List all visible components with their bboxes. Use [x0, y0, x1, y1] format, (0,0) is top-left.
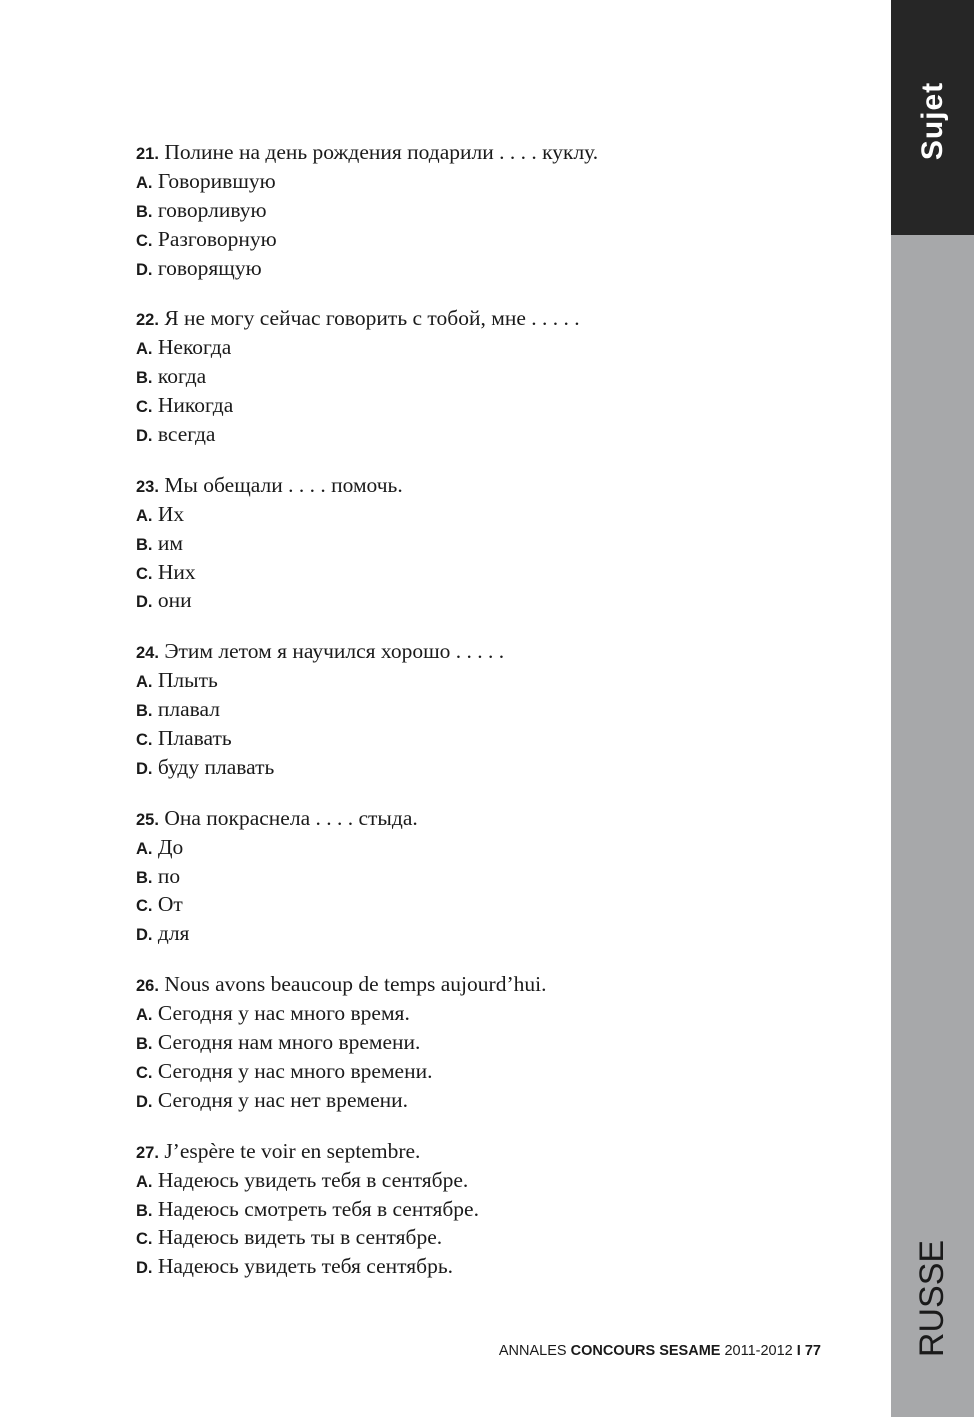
- footer-title: CONCOURS SESAME: [570, 1343, 721, 1359]
- answer-option: [136, 833, 866, 862]
- sidebar: [891, 0, 974, 1417]
- option-letter: C.: [136, 564, 153, 583]
- question-stem: [136, 637, 866, 666]
- option-text: Разговорную: [157, 226, 277, 251]
- option-text: Плыть: [157, 668, 218, 693]
- option-text: Их: [157, 501, 185, 526]
- sidebar-top-block: [891, 0, 974, 235]
- question: [136, 970, 866, 1114]
- question-text: Этим летом я научился хорошо . . . . .: [164, 639, 505, 664]
- option-text: Никогда: [157, 393, 234, 418]
- section-label-sujet: [903, 66, 963, 176]
- option-letter: B.: [136, 702, 153, 721]
- option-text: для: [157, 921, 190, 946]
- option-letter: A.: [136, 673, 153, 692]
- option-letter: C.: [136, 231, 153, 250]
- option-letter: C.: [136, 1063, 153, 1082]
- answer-option: [136, 558, 866, 587]
- question: [136, 138, 866, 282]
- option-text: Сегодня у нас нет времени.: [157, 1087, 409, 1112]
- answer-option: [136, 1028, 866, 1057]
- answer-option: [136, 167, 866, 196]
- answer-option: [136, 333, 866, 362]
- answer-option: [136, 1223, 866, 1252]
- option-text: Сегодня нам много времени.: [157, 1030, 421, 1055]
- option-text: Сегодня у нас много время.: [157, 1001, 410, 1026]
- question-text: Nous avons beaucoup de temps aujourd’hui.: [164, 972, 547, 997]
- option-text: Некогда: [157, 335, 232, 360]
- option-letter: B.: [136, 1035, 153, 1054]
- option-text: Плавать: [157, 726, 232, 751]
- option-letter: D.: [136, 926, 153, 945]
- question-stem: [136, 804, 866, 833]
- option-text: говорящую: [157, 255, 262, 280]
- option-text: по: [157, 863, 181, 888]
- option-letter: A.: [136, 839, 153, 858]
- question: [136, 471, 866, 615]
- question-text: Мы обещали . . . . помочь.: [164, 472, 403, 497]
- option-letter: D.: [136, 427, 153, 446]
- answer-option: [136, 391, 866, 420]
- option-text: им: [157, 530, 183, 555]
- answer-option: [136, 1086, 866, 1115]
- option-letter: D.: [136, 1092, 153, 1111]
- answer-option: [136, 420, 866, 449]
- option-letter: D.: [136, 759, 153, 778]
- answer-option: [136, 1252, 866, 1281]
- question-stem: [136, 1137, 866, 1166]
- footer-prefix: ANNALES: [498, 1343, 567, 1359]
- option-letter: C.: [136, 398, 153, 417]
- question-text: Я не могу сейчас говорить с тобой, мне . . . . .: [164, 306, 580, 331]
- answer-option: [136, 1166, 866, 1195]
- russe-text: RUSSE: [913, 1239, 952, 1357]
- option-letter: A.: [136, 506, 153, 525]
- question-number: 26.: [136, 977, 159, 996]
- answer-option: [136, 1057, 866, 1086]
- option-text: говорливую: [157, 197, 267, 222]
- option-text: Надеюсь увидеть тебя в сентябре.: [157, 1167, 469, 1192]
- question: [136, 304, 866, 448]
- option-letter: D.: [136, 593, 153, 612]
- option-letter: C.: [136, 1230, 153, 1249]
- question-list: [136, 138, 866, 1303]
- option-text: Надеюсь увидеть тебя сентябрь.: [157, 1254, 454, 1279]
- option-letter: B.: [136, 369, 153, 388]
- option-letter: A.: [136, 173, 153, 192]
- option-text: буду плавать: [157, 754, 275, 779]
- subject-label-russe: [903, 1236, 963, 1360]
- question-number: 27.: [136, 1143, 159, 1162]
- option-text: плавал: [157, 697, 220, 722]
- option-letter: A.: [136, 1006, 153, 1025]
- option-letter: A.: [136, 1172, 153, 1191]
- option-text: Надеюсь видеть ты в сентябре.: [157, 1225, 443, 1250]
- option-text: Них: [157, 559, 196, 584]
- option-text: От: [157, 892, 183, 917]
- answer-option: [136, 919, 866, 948]
- footer-separator: I: [796, 1343, 801, 1359]
- answer-option: [136, 753, 866, 782]
- question-number: 23.: [136, 477, 159, 496]
- footer-years: 2011-2012: [724, 1343, 793, 1359]
- page-number: 77: [804, 1343, 821, 1359]
- answer-option: [136, 362, 866, 391]
- answer-option: [136, 890, 866, 919]
- question-stem: [136, 138, 866, 167]
- question: [136, 804, 866, 948]
- answer-option: [136, 500, 866, 529]
- option-text: Сегодня у нас много времени.: [157, 1058, 433, 1083]
- sujet-text: Sujet: [916, 81, 950, 161]
- option-letter: D.: [136, 1259, 153, 1278]
- answer-option: [136, 254, 866, 283]
- answer-option: [136, 999, 866, 1028]
- option-letter: B.: [136, 535, 153, 554]
- question-number: 25.: [136, 810, 159, 829]
- answer-option: [136, 695, 866, 724]
- question-number: 22.: [136, 311, 159, 330]
- page-footer: [499, 1343, 821, 1359]
- option-letter: B.: [136, 1201, 153, 1220]
- option-letter: C.: [136, 897, 153, 916]
- question-stem: [136, 471, 866, 500]
- option-text: они: [157, 588, 192, 613]
- answer-option: [136, 586, 866, 615]
- question: [136, 1137, 866, 1281]
- answer-option: [136, 1195, 866, 1224]
- option-letter: A.: [136, 340, 153, 359]
- option-text: Надеюсь смотреть тебя в сентябре.: [157, 1196, 479, 1221]
- answer-option: [136, 666, 866, 695]
- answer-option: [136, 724, 866, 753]
- question-number: 24.: [136, 644, 159, 663]
- question-stem: [136, 304, 866, 333]
- answer-option: [136, 529, 866, 558]
- option-text: всегда: [157, 422, 216, 447]
- answer-option: [136, 862, 866, 891]
- option-text: Говорившую: [157, 168, 276, 193]
- option-letter: B.: [136, 202, 153, 221]
- option-letter: B.: [136, 868, 153, 887]
- answer-option: [136, 225, 866, 254]
- option-letter: C.: [136, 731, 153, 750]
- question-text: Полине на день рождения подарили . . . . куклу.: [164, 140, 599, 164]
- question-stem: [136, 970, 866, 999]
- option-text: когда: [157, 364, 207, 389]
- question: [136, 637, 866, 781]
- question-number: 21.: [136, 145, 159, 163]
- option-letter: D.: [136, 260, 153, 279]
- question-text: J’espère te voir en septembre.: [164, 1138, 421, 1163]
- option-text: До: [157, 834, 184, 859]
- answer-option: [136, 196, 866, 225]
- question-text: Она покраснела . . . . стыда.: [164, 805, 418, 830]
